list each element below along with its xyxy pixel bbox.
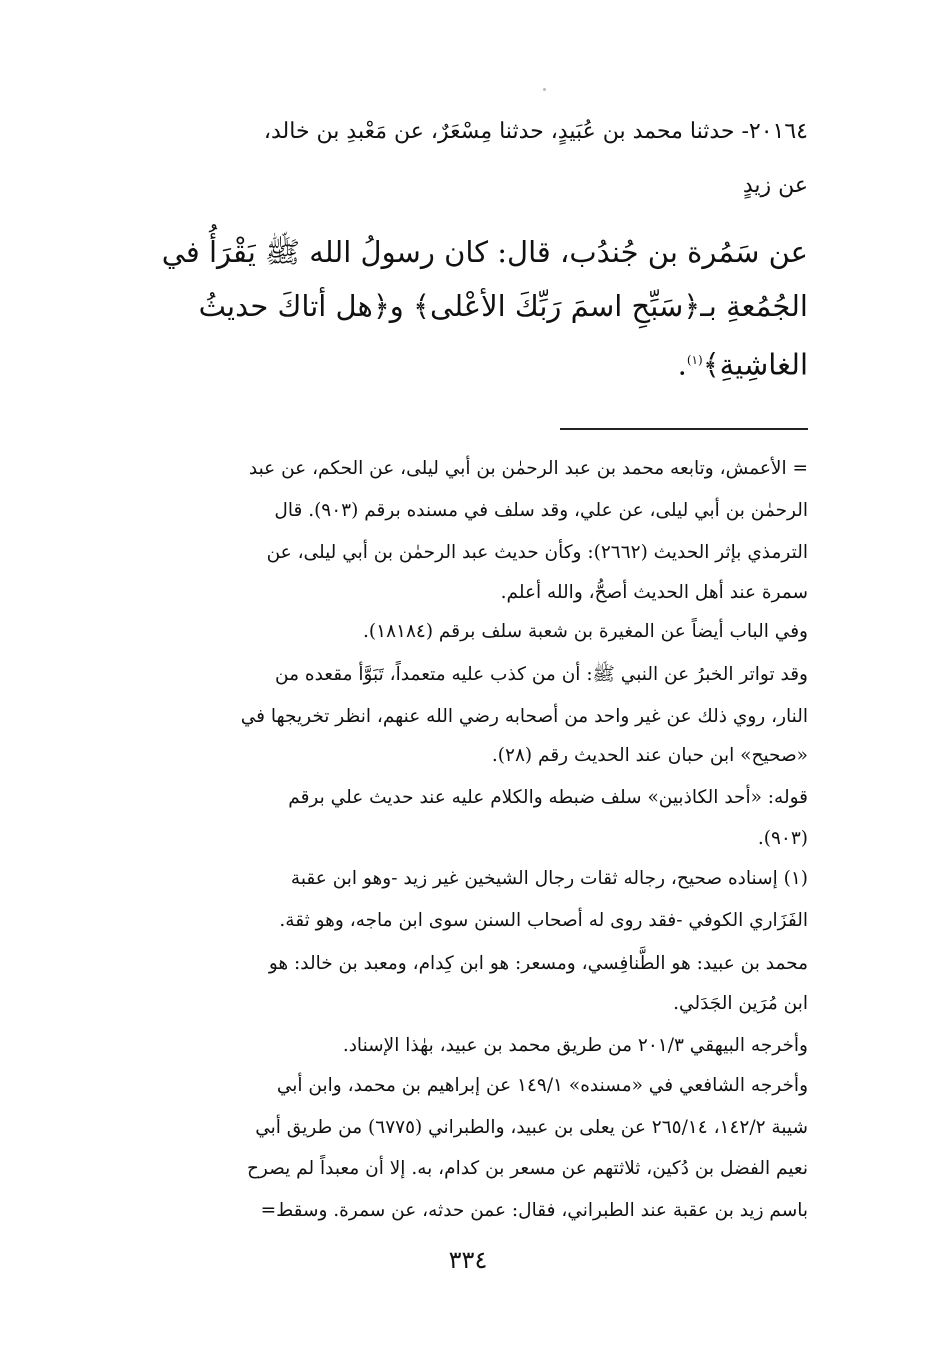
hadith-text-period: . [677,347,687,382]
hadith-text-line-3 [128,340,808,385]
footnote-line: شيبة ١٤٢/٢، ٢٦٥/١٤ عن يعلى بن عبيد، والطبراني (٦٧٧٥) من طريق أبي [255,1117,808,1138]
page-number: ٣٣٤ [448,1246,488,1274]
scan-speck [543,88,546,91]
footnote-line: (٩٠٣). [757,828,808,849]
footnote-line: قوله: «أحد الكاذبين» سلف ضبطه والكلام عليه عند حديث علي برقم [288,787,808,808]
footnote-line: وأخرجه البيهقي ٢٠١/٣ من طريق محمد بن عبيد، بهٰذا الإسناد. [342,1035,808,1056]
footnote-line: وفي الباب أيضاً عن المغيرة بن شعبة سلف برقم (١٨١٨٤). [363,621,808,642]
footnote-line: «صحيح» ابن حبان عند الحديث رقم (٢٨). [491,745,808,766]
footnote-line: نعيم الفضل بن دُكين، ثلاثتهم عن مسعر بن كدام، به. إلا أن معبداً لم يصرح [246,1158,808,1179]
footnote-line: باسم زيد بن عقبة عند الطبراني، فقال: عمن حدثه، عن سمرة. وسقط= [260,1200,808,1221]
hadith-text-line-1: عن سَمُرة بن جُندُب، قال: كان رسولُ الله ﷺ يَقْرَأُ في [161,235,808,269]
footnote-line: محمد بن عبيد: هو الطَّنافِسي، ومسعر: هو ابن كِدام، ومعبد بن خالد: هو [268,953,808,974]
hadith-text-end: الغاشِيةِ﴾ [702,347,808,382]
hadith-chain-line-2: عن زيدٍ [742,173,808,198]
footnote-line: وقد تواتر الخبرُ عن النبي ﷺ: أن من كذب عليه متعمداً، تَبَوَّأ مقعده من [275,664,808,685]
footnote-line: الترمذي بإثر الحديث (٢٦٦٢): وكأن حديث عبد الرحمٰن بن أبي ليلى، عن [266,542,808,563]
footnote-line: الفَزَاري الكوفي -فقد روى له أصحاب السنن سوى ابن ماجه، وهو ثقة. [279,910,808,931]
hadith-chain-line-1: ٢٠١٦٤- حدثنا محمد بن عُبَيدٍ، حدثنا مِسْعَرٌ، عن مَعْبدِ بن خالد، [263,119,808,144]
footnote-separator [560,428,808,430]
footnote-line: = الأعمش، وتابعه محمد بن عبد الرحمٰن بن أبي ليلى، عن الحكم، عن عبد [248,458,808,479]
footnote-line: وأخرجه الشافعي في «مسنده» ١٤٩/١ عن إبراهيم بن محمد، وابن أبي [276,1075,808,1096]
footnote-reference: (١) [686,353,703,367]
footnote-line: ابن مُرَين الجَدَلي. [673,993,808,1014]
hadith-text-line-2: الجُمُعةِ بـ﴿سَبِّحِ اسمَ رَبِّكَ الأعْلى﴾ و﴿هل أتاكَ حديثُ [198,289,808,323]
footnote-line: سمرة عند أهل الحديث أصحُّ، والله أعلم. [500,582,808,603]
footnote-line: (١) إسناده صحيح، رجاله ثقات رجال الشيخين غير زيد -وهو ابن عقبة [290,868,808,889]
footnote-line: النار، روي ذلك عن غير واحد من أصحابه رضي الله عنهم، انظر تخريجها في [240,706,808,727]
footnote-line: الرحمٰن بن أبي ليلى، عن علي، وقد سلف في مسنده برقم (٩٠٣). قال [274,500,808,521]
